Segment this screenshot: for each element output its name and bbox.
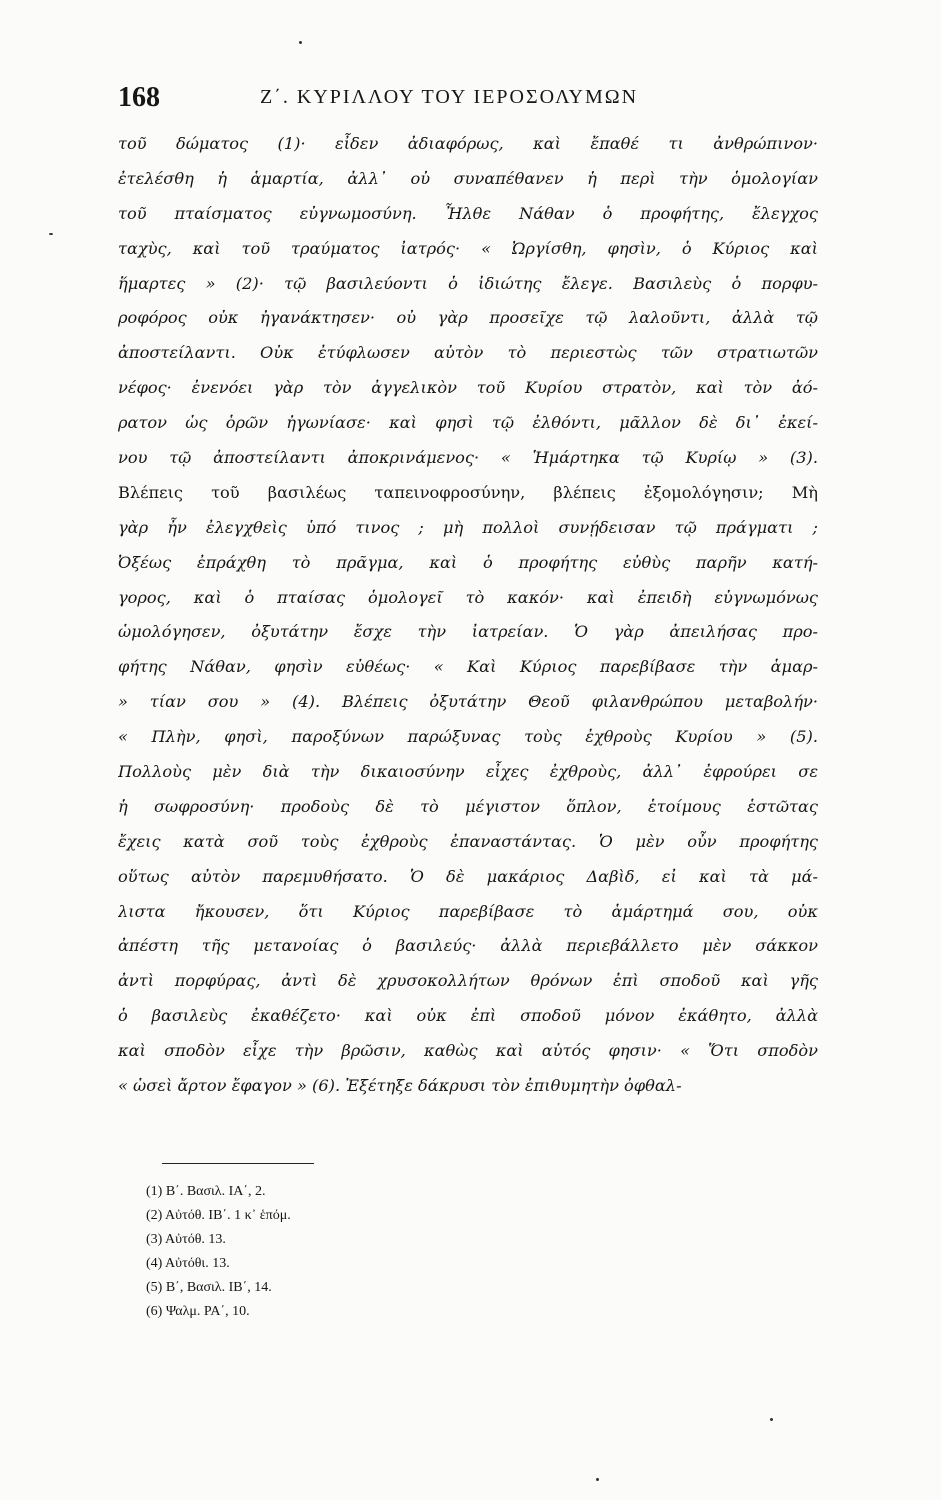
footnote-rule — [162, 1163, 314, 1164]
text-line: « ὡσεὶ ἄρτον ἔφαγον » (6). Ἐξέτηξε δάκρυσι τὸν ἐπιθυμητὴν ὀφθαλ- — [118, 1076, 682, 1096]
text-line: γὰρ ἦν ἐλεγχθεὶς ὑπό τινος ; μὴ πολλοὶ συνῄδεισαν τῷ πράγματι ; — [118, 517, 818, 537]
text-line: ἀποστείλαντι. Οὐκ ἐτύφλωσεν αὐτὸν τὸ περιεστὼς τῶν στρατιωτῶν — [118, 343, 818, 363]
text-line: τοῦ πταίσματος εὐγνωμοσύνη. Ἦλθε Νάθαν ὁ προφήτης, ἔλεγχος — [118, 203, 818, 223]
body-text — [118, 127, 818, 1104]
text-line: ἀντὶ πορφύρας, ἀντὶ δὲ χρυσοκολλήτων θρόνων ἐπὶ σποδοῦ καὶ γῆς — [118, 971, 818, 991]
text-line: Ὀξέως ἐπράχθη τὸ πρᾶγμα, καὶ ὁ προφήτης εὐθὺς παρῆν κατή- — [118, 552, 818, 572]
text-line: καὶ σποδὸν εἶχε τὴν βρῶσιν, καθὼς καὶ αὐτός φησιν· « Ὅτι σποδὸν — [118, 1041, 818, 1061]
text-line: ρατον ὡς ὁρῶν ἠγωνίασε· καὶ φησὶ τῷ ἐλθόντι, μᾶλλον δὲ δι᾿ ἐκεί- — [118, 413, 818, 433]
text-line: γορος, καὶ ὁ πταίσας ὁμολογεῖ τὸ κακόν· καὶ ἐπειδὴ εὐγνωμόνως — [118, 587, 818, 607]
text-line: ὡμολόγησεν, ὀξυτάτην ἔσχε τὴν ἰατρείαν. Ὁ γὰρ ἀπειλήσας προ- — [118, 622, 818, 642]
text-line: Βλέπεις τοῦ βασιλέως ταπεινοφροσύνην, βλέπεις ἐξομολόγησιν; Μὴ — [118, 482, 818, 502]
paper-speck — [49, 233, 53, 235]
text-line: οὕτως αὐτὸν παρεμυθήσατο. Ὁ δὲ μακάριος Δαβὶδ, εἰ καὶ τὰ μά- — [118, 866, 818, 886]
text-line: ἐτελέσθη ἡ ἁμαρτία, ἀλλ᾿ οὐ συναπέθανεν ἡ περὶ τὴν ὁμολογίαν — [118, 168, 818, 188]
text-line: ροφόρος οὐκ ἠγανάκτησεν· οὐ γὰρ προσεῖχε τῷ λαλοῦντι, ἀλλὰ τῷ — [118, 308, 818, 328]
page-number: 168 — [118, 82, 160, 113]
paper-speck — [299, 41, 302, 44]
text-line: νέφος· ἐνενόει γὰρ τὸν ἀγγελικὸν τοῦ Κυρίου στρατὸν, καὶ τὸν ἀό- — [118, 378, 818, 398]
running-title: Ζ΄. ΚΥΡΙΛΛΟΥ ΤΟΥ ΙΕΡΟΣΟΛΥΜΩΝ — [260, 86, 639, 108]
text-line: ἔχεις κατὰ σοῦ τοὺς ἐχθροὺς ἐπαναστάντας. Ὁ μὲν οὖν προφήτης — [118, 831, 818, 851]
text-line: » τίαν σου » (4). Βλέπεις ὀξυτάτην Θεοῦ φιλανθρώπου μεταβολήν· — [118, 692, 818, 712]
footnote: (6) Ψαλμ. ΡΑ΄, 10. — [146, 1304, 250, 1319]
text-line: Πολλοὺς μὲν διὰ τὴν δικαιοσύνην εἶχες ἐχθροὺς, ἀλλ᾿ ἐφρούρει σε — [118, 762, 818, 782]
paper-speck — [770, 1418, 773, 1421]
text-line: ὁ βασιλεὺς ἐκαθέζετο· καὶ οὐκ ἐπὶ σποδοῦ μόνον ἐκάθητο, ἀλλὰ — [118, 1006, 818, 1026]
paper-speck — [596, 1478, 599, 1481]
text-line: ἡ σωφροσύνη· προδοὺς δὲ τὸ μέγιστον ὅπλον, ἑτοίμους ἑστῶτας — [118, 796, 818, 816]
text-line: ταχὺς, καὶ τοῦ τραύματος ἰατρός· « Ὠργίσθη, φησὶν, ὁ Κύριος καὶ — [118, 238, 818, 258]
text-line: ἀπέστη τῆς μετανοίας ὁ βασιλεύς· ἀλλὰ περιεβάλλετο μὲν σάκκον — [118, 936, 818, 956]
text-line: φήτης Νάθαν, φησὶν εὐθέως· « Καὶ Κύριος παρεβίβασε τὴν ἁμαρ- — [118, 657, 818, 677]
text-line: τοῦ δώματος (1)· εἶδεν ἀδιαφόρως, καὶ ἔπαθέ τι ἀνθρώπινον· — [118, 134, 818, 153]
footnote: (1) Β΄. Βασιλ. ΙΑ΄, 2. — [146, 1184, 266, 1199]
footnote: (3) Αὐτόθ. 13. — [146, 1232, 226, 1247]
text-line: ἥμαρτες » (2)· τῷ βασιλεύοντι ὁ ἰδιώτης ἔλεγε. Βασιλεὺς ὁ πορφυ- — [118, 273, 818, 293]
footnote: (2) Αὐτόθ. ΙΒ΄. 1 κ᾿ ἑπόμ. — [146, 1208, 291, 1223]
running-head — [118, 82, 818, 122]
text-line: « Πλὴν, φησὶ, παροξύνων παρώξυνας τοὺς ἐχθροὺς Κυρίου » (5). — [118, 727, 818, 747]
text-line: νου τῷ ἀποστείλαντι ἀποκρινάμενος· « Ἡμάρτηκα τῷ Κυρίῳ » (3). — [118, 448, 818, 468]
footnotes — [146, 1180, 546, 1324]
text-line: λιστα ἤκουσεν, ὅτι Κύριος παρεβίβασε τὸ ἁμάρτημά σου, οὐκ — [118, 901, 818, 921]
footnote: (4) Αὐτόθι. 13. — [146, 1256, 230, 1271]
footnote: (5) Β΄, Βασιλ. ΙΒ΄, 14. — [146, 1280, 272, 1295]
